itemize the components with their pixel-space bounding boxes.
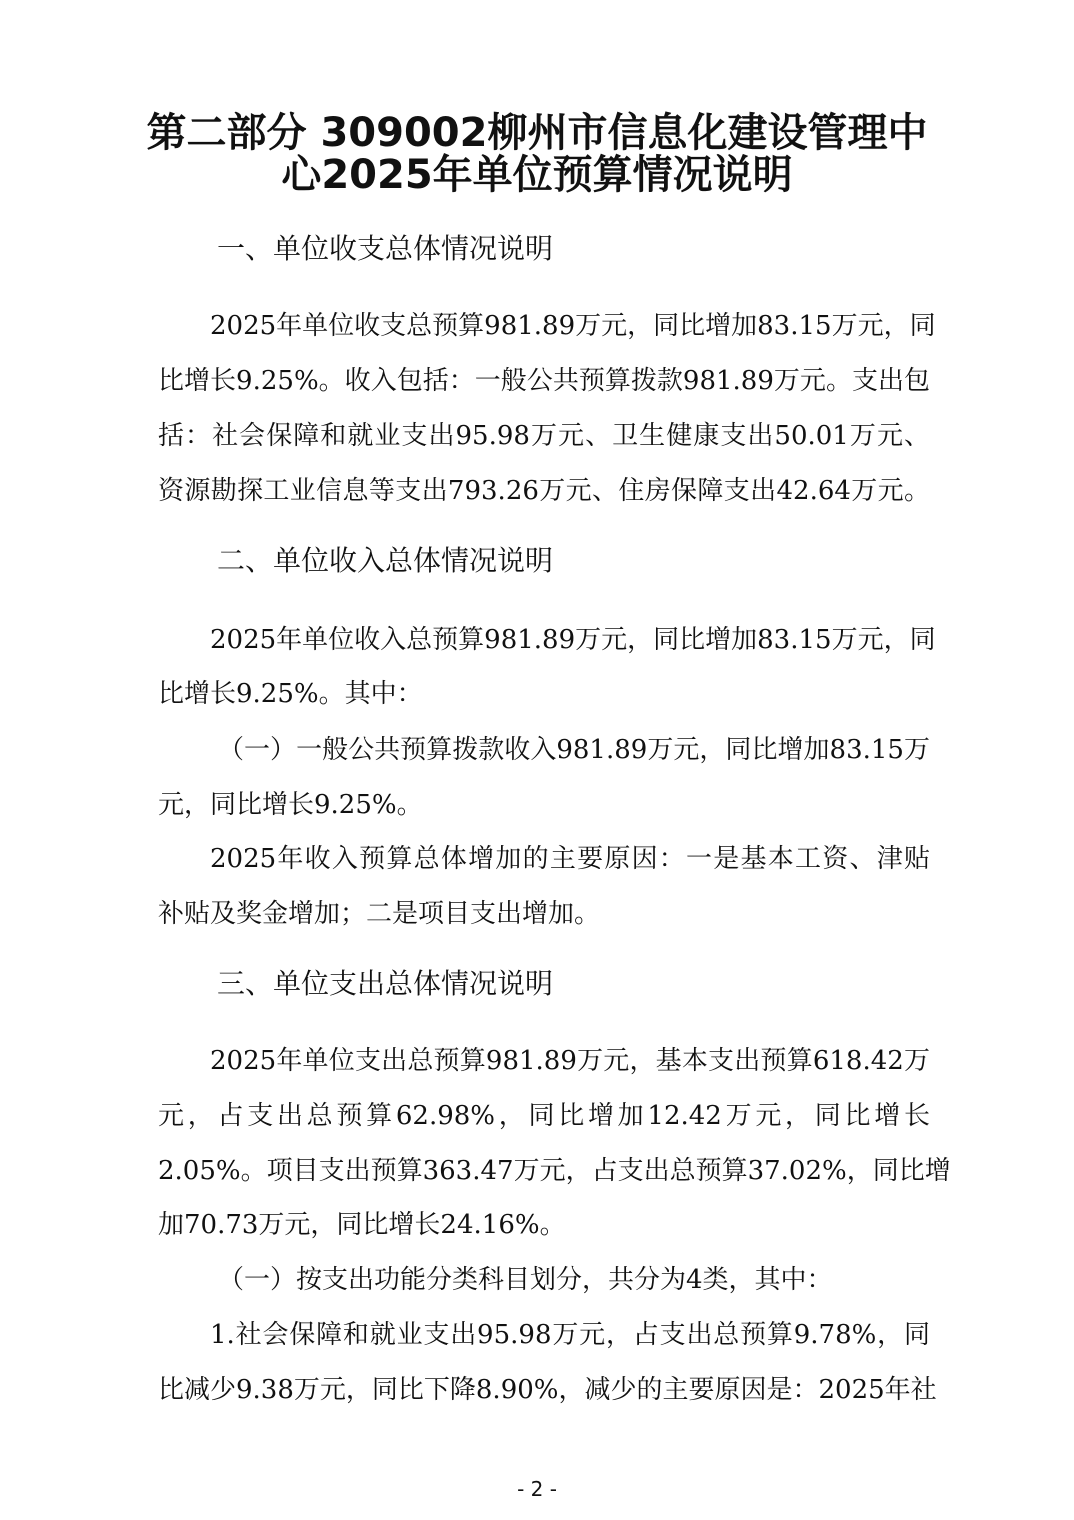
page-title-line-2: 心2025年单位预算情况说明	[281, 152, 793, 198]
paragraph-line: 比减少9.38万元，同比下降8.90%，减少的主要原因是：2025年社	[158, 1375, 937, 1405]
paragraph-line: 补贴及奖金增加；二是项目支出增加。	[158, 899, 601, 929]
paragraph-line: 加70.73万元，同比增长24.16%。	[158, 1210, 566, 1240]
page-number: - 2 -	[517, 1477, 557, 1501]
paragraph-line: （一）一般公共预算拨款收入981.89万元，同比增加83.15万	[218, 735, 930, 765]
paragraph-line: 括：社会保障和就业支出95.98万元、卫生健康支出50.01万元、	[158, 421, 930, 451]
paragraph-line: 2025年收入预算总体增加的主要原因：一是基本工资、津贴	[210, 844, 930, 874]
paragraph-line: 2025年单位收支总预算981.89万元，同比增加83.15万元，同	[210, 311, 936, 341]
section-heading-3: 三、单位支出总体情况说明	[217, 967, 554, 1000]
paragraph-line: 2025年单位收入总预算981.89万元，同比增加83.15万元，同	[210, 625, 936, 655]
paragraph-line: 2.05%。项目支出预算363.47万元，占支出总预算37.02%，同比增	[158, 1156, 951, 1186]
paragraph-line: 资源勘探工业信息等支出793.26万元、住房保障支出42.64万元。	[158, 476, 930, 506]
paragraph-line: 2025年单位支出总预算981.89万元，基本支出预算618.42万	[210, 1046, 930, 1076]
paragraph-line: 元，占支出总预算62.98%，同比增加12.42万元，同比增长	[158, 1101, 930, 1131]
section-heading-2: 二、单位收入总体情况说明	[217, 544, 554, 577]
paragraph-line: 比增长9.25%。收入包括：一般公共预算拨款981.89万元。支出包	[158, 366, 930, 396]
paragraph-line: 比增长9.25%。其中：	[158, 679, 423, 709]
section-heading-1: 一、单位收支总体情况说明	[217, 232, 554, 265]
page-title-line-1: 第二部分 309002柳州市信息化建设管理中	[146, 110, 928, 156]
paragraph-line: （一）按支出功能分类科目划分，共分为4类，其中：	[218, 1265, 833, 1295]
paragraph-line: 元，同比增长9.25%。	[158, 790, 423, 820]
paragraph-line: 1.社会保障和就业支出95.98万元，占支出总预算9.78%，同	[210, 1320, 930, 1350]
